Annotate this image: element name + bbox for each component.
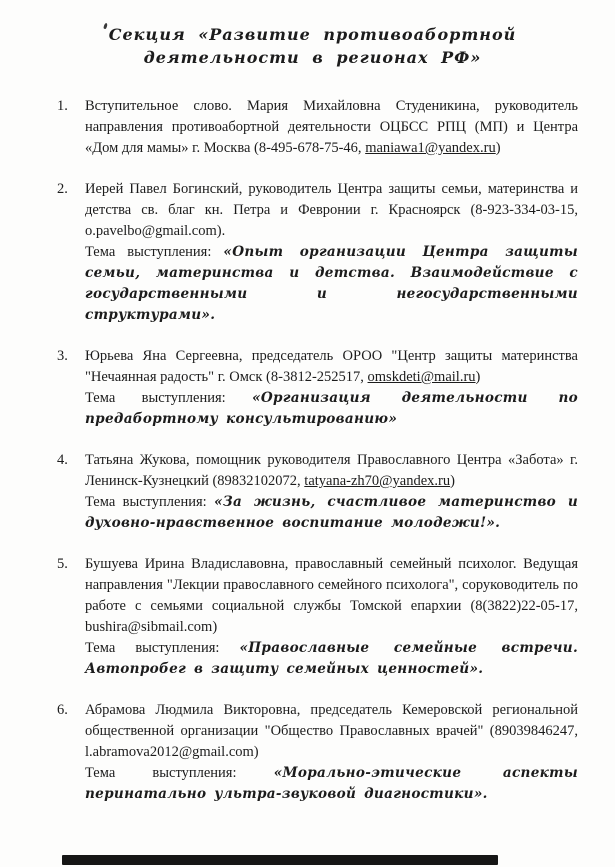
item-theme (85, 492, 578, 534)
item-theme (85, 763, 578, 805)
item-theme (85, 638, 578, 680)
item-theme (85, 388, 578, 430)
item-body-after: ) (450, 473, 455, 489)
list-item-5 (57, 554, 578, 680)
item-body-text: Юрьева Яна Сергеевна, председатель ОРОО "Центр защиты материнства "Нечаянная радость" г. Омск (8-3812-252517, (85, 348, 578, 385)
theme-label: Тема выступления: (85, 390, 226, 406)
list-item-6 (57, 700, 578, 805)
item-body-text: Бушуева Ирина Владиславовна, православный семейный психолог. Ведущая направления "Лекции православного семейного психолога", соруководитель по работе с семьями социальной службы Томской епархии (8(3822)22-05-17, bushira@sibmail.com) (85, 556, 578, 635)
item-theme (85, 242, 578, 326)
item-number: 6. (57, 702, 68, 718)
item-number: 3. (57, 348, 68, 364)
theme-label: Тема выступления: (85, 244, 212, 260)
list-item-4 (57, 450, 578, 534)
email-text: maniawa1@yandex.ru (365, 140, 496, 156)
theme-text: «Организация деятельности по предабортному консультированию» (85, 390, 579, 427)
item-body-text: Татьяна Жукова, помощник руководителя Православного Центра «Забота» г. Ленинск-Кузнецкий (89832102072, (85, 452, 578, 489)
item-body-text: Иерей Павел Богинский, руководитель Центра защиты семьи, материнства и детства св. благ кн. Петра и Февронии г. Красноярск (8-923-334-03-15, o.pavelbo@gmail.com). (85, 181, 578, 239)
section-title-line2: деятельности в регионах РФ» (143, 48, 482, 67)
item-number: 1. (57, 98, 68, 114)
item-number: 4. (57, 452, 68, 468)
list-item-2 (57, 179, 578, 326)
item-body-after: ) (495, 140, 501, 156)
item-body-text: Вступительное слово. Мария Михайловна Студеникина, руководитель направления противоабортной деятельности ОЦБСС РПЦ (МП) и Центра «Дом для мамы» г. Москва (8-495-678-75-46, (85, 98, 578, 156)
theme-text: «За жизнь, счастливое материнство и духовно-нравственное воспитание молодежи!». (85, 494, 579, 531)
item-number: 5. (57, 556, 68, 572)
item-number: 2. (57, 181, 68, 197)
email-text: tatyana-zh70@yandex.ru (304, 473, 451, 489)
item-body (85, 554, 578, 638)
list-item-3 (57, 346, 578, 430)
email-text: omskdeti@mail.ru (367, 369, 476, 385)
list-item-1 (57, 96, 578, 159)
item-body-after: ) (475, 369, 481, 385)
theme-label: Тема выступления: (85, 765, 237, 781)
theme-text: «Опыт организации Центра защиты семьи, материнства и детства. Взаимодействие с государственными и негосударственными структурами». (85, 244, 578, 323)
theme-label: Тема выступления: (85, 640, 220, 656)
item-body (85, 450, 578, 492)
item-body (85, 96, 578, 159)
item-body (85, 179, 578, 242)
theme-text: «Православные семейные встречи. Автопробег в защиту семейных ценностей». (85, 640, 578, 677)
item-body (85, 700, 578, 763)
section-title (57, 23, 568, 69)
theme-label: Тема выступления: (85, 494, 207, 510)
theme-text: «Морально-этические аспекты перинатально ультра-звуковой диагностики». (85, 765, 578, 802)
item-body (85, 346, 578, 388)
scan-edge-artifact-bar (62, 855, 498, 865)
section-title-line1: Секция «Развитие противоабортной (108, 25, 517, 44)
item-body-text: Абрамова Людмила Викторовна, председатель Кемеровской региональной общественной организации "Общество Православных врачей" (89039846247, l.abramova2012@gmail.com) (85, 702, 578, 760)
